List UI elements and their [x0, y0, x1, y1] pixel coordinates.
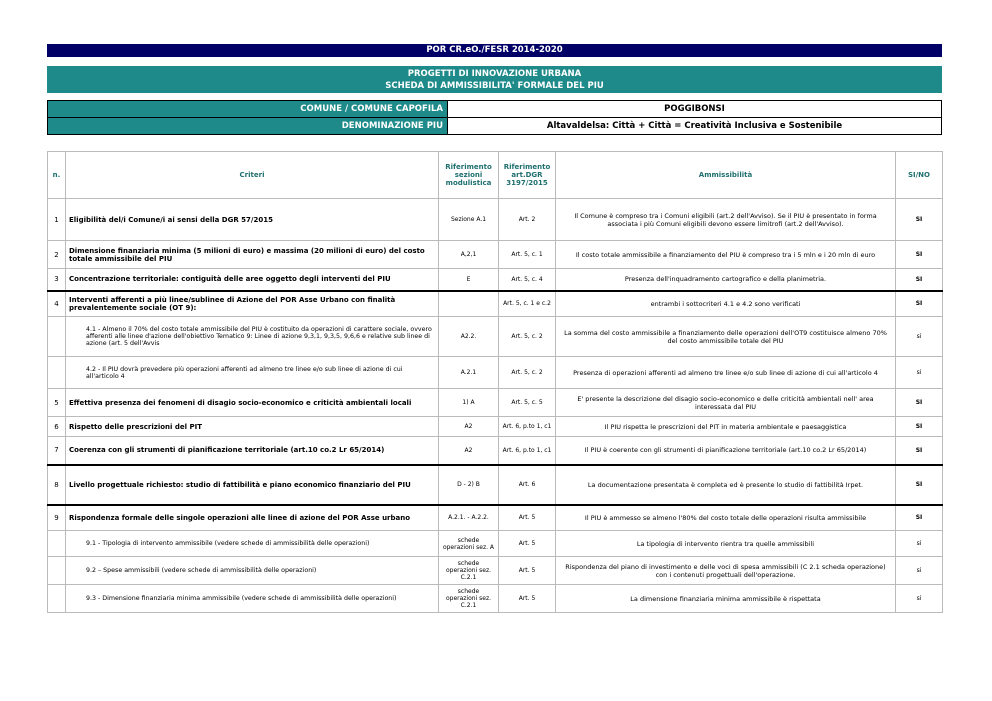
rif-dgr-cell: Art. 6, p.to 1, c1: [499, 417, 556, 437]
table-row: [48, 357, 943, 389]
rif-sezioni-cell: A2.2.: [439, 317, 499, 357]
criterio-cell: Concentrazione territoriale: contiguità delle aree oggetto degli interventi del PIU: [66, 269, 439, 291]
rif-sezioni-cell: A,2,1: [439, 241, 499, 269]
rif-dgr-cell: Art. 5, c. 4: [499, 269, 556, 291]
rif-sezioni-cell: A.2.1. - A.2.2.: [439, 505, 499, 531]
ammissibilita-cell: Presenza dell'inquadramento cartografico e della planimetria.: [556, 269, 896, 291]
ammissibilita-cell: Presenza di operazioni afferenti ad almeno tre linee e/o sub linee di azione di cui all'articolo 4: [556, 357, 896, 389]
table-row: [48, 317, 943, 357]
esito-cell: si: [896, 557, 943, 585]
document-title-banner: [47, 66, 942, 93]
row-number: 5: [48, 389, 66, 417]
col-header-rif-dgr: Riferimento art.DGR 3197/2015: [499, 152, 556, 199]
comune-value: POGGIBONSI: [448, 101, 942, 118]
criterio-cell: 4.1 - Almeno il 70% del costo totale ammissibile del PIU è costituito da operazioni di carattere sociale, ovvero afferenti alle linee d'azione dell'obiettivo Tematico 9: Linee di azione 9,3,1, 9,3,5, 9,6,6 e relative sub linee di azione (art. 5 dell'Avvis: [66, 317, 439, 357]
criterio-cell: Effettiva presenza dei fenomeni di disagio socio-economico e criticità ambientali locali: [66, 389, 439, 417]
rif-sezioni-cell: Sezione A.1: [439, 199, 499, 241]
rif-sezioni-cell: A2: [439, 417, 499, 437]
row-number: [48, 585, 66, 613]
table-row: [48, 199, 943, 241]
criterio-cell: Interventi afferenti a più linee/sublinee di Azione del POR Asse Urbano con finalità prevalentemente sociale (OT 9):: [66, 291, 439, 317]
table-row: [48, 557, 943, 585]
row-number: 3: [48, 269, 66, 291]
rif-dgr-cell: Art. 6, p.to 1, c1: [499, 437, 556, 465]
criterio-cell: Rispetto delle prescrizioni del PIT: [66, 417, 439, 437]
esito-cell: SI: [896, 241, 943, 269]
row-number: 2: [48, 241, 66, 269]
comune-label: COMUNE / COMUNE CAPOFILA: [48, 101, 448, 118]
ammissibilita-cell: Il PIU è coerente con gli strumenti di pianificazione territoriale (art.10 co.2 Lr 65/2014): [556, 437, 896, 465]
col-header-n: n.: [48, 152, 66, 199]
row-number: 4: [48, 291, 66, 317]
criterio-cell: 9.1 - Tipologia di intervento ammissibile (vedere schede di ammissibilità delle operazioni): [66, 531, 439, 557]
criterio-cell: 9.2 – Spese ammissibili (vedere schede di ammissibilità delle operazioni): [66, 557, 439, 585]
rif-sezioni-cell: A.2.1: [439, 357, 499, 389]
document-title-line2: SCHEDA DI AMMISSIBILITA' FORMALE DEL PIU: [385, 81, 604, 91]
denominazione-value: Altavaldelsa: Città + Città = Creatività Inclusiva e Sostenibile: [448, 118, 942, 135]
criterio-cell: Dimensione finanziaria minima (5 milioni di euro) e massima (20 milioni di euro) del costo totale ammissibile del PIU: [66, 241, 439, 269]
esito-cell: SI: [896, 417, 943, 437]
rif-dgr-cell: Art. 5, c. 1 e c.2: [499, 291, 556, 317]
rif-sezioni-cell: schede operazioni sez. C.2.1: [439, 585, 499, 613]
rif-sezioni-cell: D - 2) B: [439, 465, 499, 505]
rif-dgr-cell: Art. 5, c. 2: [499, 317, 556, 357]
ammissibilita-cell: La dimensione finanziaria minima ammissibile è rispettata: [556, 585, 896, 613]
rif-sezioni-cell: A2: [439, 437, 499, 465]
row-number: 1: [48, 199, 66, 241]
row-number: [48, 557, 66, 585]
row-number: [48, 317, 66, 357]
col-header-criteri: Criteri: [66, 152, 439, 199]
table-row: [48, 389, 943, 417]
rif-dgr-cell: Art. 5, c. 5: [499, 389, 556, 417]
row-number: 7: [48, 437, 66, 465]
rif-dgr-cell: Art. 5: [499, 531, 556, 557]
esito-cell: SI: [896, 269, 943, 291]
esito-cell: SI: [896, 465, 943, 505]
rif-dgr-cell: Art. 5, c. 1: [499, 241, 556, 269]
ammissibilita-cell: Il costo totale ammissibile a finanziamento del PIU è compreso tra i 5 mln e i 20 mln di euro: [556, 241, 896, 269]
rif-sezioni-cell: 1) A: [439, 389, 499, 417]
ammissibilita-cell: E' presente la descrizione del disagio socio-economico e delle criticità ambientali nell' area interessata dal PIU: [556, 389, 896, 417]
table-row: [48, 531, 943, 557]
ammissibilita-cell: La tipologia di intervento rientra tra quelle ammissibili: [556, 531, 896, 557]
rif-dgr-cell: Art. 5, c. 2: [499, 357, 556, 389]
rif-dgr-cell: Art. 5: [499, 557, 556, 585]
row-number: 8: [48, 465, 66, 505]
col-header-ammissibilita: Ammissibilità: [556, 152, 896, 199]
criterio-cell: Livello progettuale richiesto: studio di fattibilità e piano economico finanziario del PIU: [66, 465, 439, 505]
rif-dgr-cell: Art. 5: [499, 505, 556, 531]
table-row: [48, 465, 943, 505]
table-row: [48, 269, 943, 291]
rif-dgr-cell: Art. 2: [499, 199, 556, 241]
ammissibilita-cell: entrambi i sottocriteri 4.1 e 4.2 sono verificati: [556, 291, 896, 317]
table-header-row: [48, 152, 943, 199]
table-row: [48, 437, 943, 465]
criterio-cell: Rispondenza formale delle singole operazioni alle linee di azione del POR Asse urbano: [66, 505, 439, 531]
esito-cell: SI: [896, 291, 943, 317]
col-header-rif-sezioni: Riferimento sezioni modulistica: [439, 152, 499, 199]
criterio-cell: Eligibilità del/i Comune/i ai sensi della DGR 57/2015: [66, 199, 439, 241]
row-number: [48, 531, 66, 557]
row-number: [48, 357, 66, 389]
esito-cell: si: [896, 317, 943, 357]
rif-dgr-cell: Art. 6: [499, 465, 556, 505]
ammissibilita-cell: Rispondenza del piano di investimento e delle voci di spesa ammissibili (C 2.1 scheda operazione) con i contenuti progettuali dell'operazione.: [556, 557, 896, 585]
table-row: [48, 241, 943, 269]
table-row: [48, 505, 943, 531]
ammissibilita-cell: La somma del costo ammissibile a finanziamento delle operazioni dell'OT9 costituisce almeno 70% del costo ammissibile totale del PIU: [556, 317, 896, 357]
esito-cell: SI: [896, 437, 943, 465]
esito-cell: si: [896, 357, 943, 389]
ammissibilita-cell: Il Comune è compreso tra i Comuni eligibili (art.2 dell'Avviso). Se il PIU è presentato in forma associata i più Comuni eligibili devono essere limitrofi (art.2 dell'Avviso).: [556, 199, 896, 241]
rif-sezioni-cell: schede operazioni sez. C.2.1: [439, 557, 499, 585]
col-header-sino: SI/NO: [896, 152, 943, 199]
esito-cell: SI: [896, 199, 943, 241]
criterio-cell: 9.3 - Dimensione finanziaria minima ammissibile (vedere schede di ammissibilità delle operazioni): [66, 585, 439, 613]
program-banner: [47, 44, 942, 57]
table-row: [48, 291, 943, 317]
ammissibilita-cell: Il PIU è ammesso se almeno l'80% del costo totale delle operazioni risulta ammissibile: [556, 505, 896, 531]
ammissibilita-cell: Il PIU rispetta le prescrizioni del PIT in materia ambientale e paesaggistica: [556, 417, 896, 437]
esito-cell: SI: [896, 505, 943, 531]
row-number: 9: [48, 505, 66, 531]
rif-sezioni-cell: schede operazioni sez. A: [439, 531, 499, 557]
criterio-cell: Coerenza con gli strumenti di pianificazione territoriale (art.10 co.2 Lr 65/2014): [66, 437, 439, 465]
document-title-line1: PROGETTI DI INNOVAZIONE URBANA: [407, 69, 582, 79]
row-number: 6: [48, 417, 66, 437]
ammissibilita-cell: La documentazione presentata è completa ed è presente lo studio di fattibilità Irpet.: [556, 465, 896, 505]
esito-cell: SI: [896, 389, 943, 417]
esito-cell: si: [896, 585, 943, 613]
info-table: [47, 100, 942, 135]
rif-sezioni-cell: [439, 291, 499, 317]
esito-cell: si: [896, 531, 943, 557]
rif-sezioni-cell: E: [439, 269, 499, 291]
denominazione-label: DENOMINAZIONE PIU: [48, 118, 448, 135]
criterio-cell: 4.2 - Il PIU dovrà prevedere più operazioni afferenti ad almeno tre linee e/o sub linee di azione di cui all'articolo 4: [66, 357, 439, 389]
table-row: [48, 585, 943, 613]
table-row: [48, 417, 943, 437]
criteria-table: [47, 151, 943, 613]
program-title: POR CR.eO./FESR 2014-2020: [426, 45, 563, 55]
rif-dgr-cell: Art. 5: [499, 585, 556, 613]
